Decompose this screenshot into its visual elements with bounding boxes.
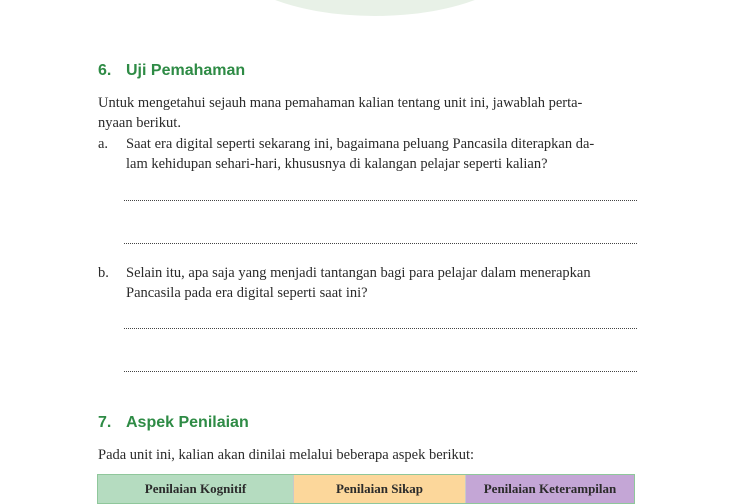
section-6-heading <box>98 62 245 80</box>
section-7-title: Aspek Penilaian <box>126 414 249 431</box>
section-6-number: 6. <box>98 62 112 79</box>
answer-line[interactable] <box>124 371 637 372</box>
answer-line[interactable] <box>124 328 637 329</box>
table-header-cell-keterampilan: Penilaian Keterampilan <box>466 475 634 503</box>
question-line-1: Selain itu, apa saja yang menjadi tantangan bagi para pelajar dalam menerapkan <box>126 265 591 281</box>
intro-line-2: nyaan berikut. <box>98 115 181 131</box>
question-marker: b. <box>98 265 109 281</box>
section-6-title: Uji Pemahaman <box>126 62 246 79</box>
answer-line[interactable] <box>124 200 637 201</box>
question-text <box>126 263 638 303</box>
section-6-intro <box>98 93 638 133</box>
table-header-cell-sikap: Penilaian Sikap <box>294 475 466 503</box>
decorative-arc <box>225 0 525 16</box>
section-7-heading <box>98 414 249 432</box>
section-7-intro: Pada unit ini, kalian akan dinilai melalui beberapa aspek berikut: <box>98 447 475 463</box>
section-7-number: 7. <box>98 414 112 431</box>
table-header-cell-kognitif: Penilaian Kognitif <box>98 475 294 503</box>
question-line-2: lam kehidupan sehari-hari, khususnya di kalangan pelajar seperti kalian? <box>126 156 548 172</box>
answer-line[interactable] <box>124 243 637 244</box>
intro-line-1: Untuk mengetahui sejauh mana pemahaman kalian tentang unit ini, jawablah perta- <box>98 95 583 111</box>
question-text <box>126 134 638 174</box>
question-line-2: Pancasila pada era digital seperti saat ini? <box>126 285 368 301</box>
question-line-1: Saat era digital seperti sekarang ini, bagaimana peluang Pancasila diterapkan da- <box>126 136 595 152</box>
question-marker: a. <box>98 136 109 152</box>
